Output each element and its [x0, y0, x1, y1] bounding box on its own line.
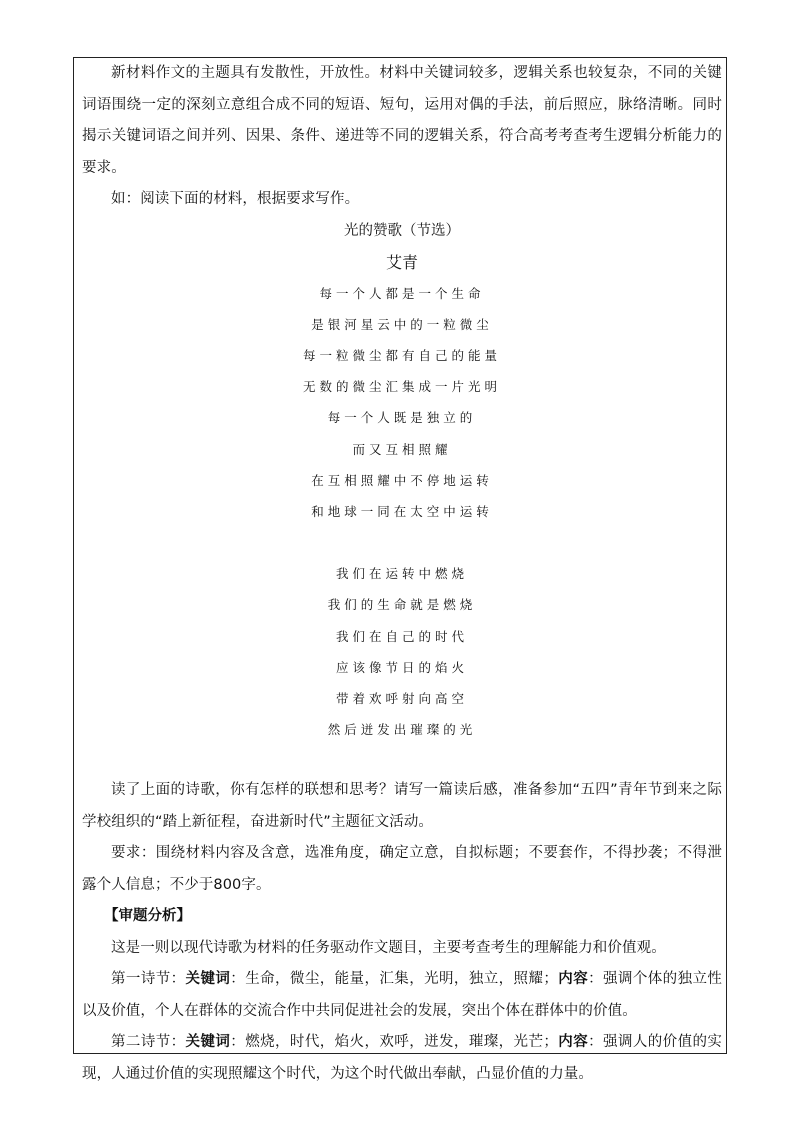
- poem-line: 然后迸发出璀璨的光: [327, 722, 477, 738]
- poem-line: 带着欢呼射向高空: [335, 690, 468, 706]
- poem-line: 我们在自己的时代: [335, 628, 468, 644]
- content-label: 内容: [557, 1034, 589, 1051]
- document-body: [82, 58, 722, 1090]
- content-text: ：强调人的价值的实现，人通过价值的实现照耀这个时代，为这个时代做出奉献，凸显价值的力量。: [82, 1034, 722, 1082]
- content-label: 内容: [557, 971, 589, 988]
- poem-line: 而又互相照耀: [352, 441, 452, 457]
- poem-title: 光的赞歌（节选）: [344, 222, 460, 239]
- poem-line: 每一粒微尘都有自己的能量: [302, 347, 501, 363]
- poem-author: 艾青: [385, 252, 418, 272]
- poem-stanza-2: [82, 558, 722, 745]
- analysis-heading: 【审题分析】: [104, 908, 191, 925]
- keyword-label: 关键词: [185, 1034, 231, 1051]
- analysis-summary: 这是一则以现代诗歌为材料的任务驱动作文题目，主要考查考生的理解能力和价值观。: [111, 939, 666, 956]
- stanza-2-analysis: [82, 1027, 722, 1090]
- poem-line: 在互相照耀中不停地运转: [311, 472, 493, 488]
- task-paragraph: 读了上面的诗歌，你有怎样的联想和思考？请写一篇读后感，准备参加“五四”青年节到来之际学校组织的“踏上新征程，奋进新时代”主题征文活动。: [82, 782, 722, 830]
- stanza-label: 第一诗节：: [111, 971, 186, 988]
- requirements-paragraph: 要求：围绕材料内容及含意，选准角度，确定立意，自拟标题；不要套作，不得抄袭；不得泄露个人信息；不少于800字。: [82, 845, 722, 893]
- poem-line: 我们的生命就是燃烧: [327, 597, 477, 613]
- poem-stanza-1: [82, 278, 722, 528]
- poem-line: 是银河星云中的一粒微尘: [311, 316, 493, 332]
- content-text: ：强调个体的独立性以及价值，个人在群体的交流合作中共同促进社会的发展，突出个体在群体中的价值。: [82, 971, 722, 1019]
- keyword-text: ：燃烧，时代，焰火，欢呼，迸发，璀璨，光芒；: [230, 1034, 558, 1051]
- stanza-label: 第二诗节：: [111, 1034, 186, 1051]
- stanza-gap: [82, 527, 722, 558]
- intro-paragraph: 新材料作文的主题具有发散性，开放性。材料中关键词较多，逻辑关系也较复杂，不同的关键词语围绕一定的深刻立意组合成不同的短语、短句，运用对偶的手法，前后照应，脉络清晰。同时揭示关键词语之间并列、因果、条件、递进等不同的逻辑关系，符合高考考查考生逻辑分析能力的要求。: [82, 65, 722, 176]
- keyword-label: 关键词: [185, 971, 231, 988]
- keyword-text: ：生命，微尘，能量，汇集，光明，独立，照耀；: [230, 971, 558, 988]
- poem-line: 每一个人既是独立的: [327, 410, 477, 426]
- poem-line: 每一个人都是一个生命: [319, 285, 485, 301]
- instruction-line: 如：阅读下面的材料，根据要求写作。: [111, 191, 360, 207]
- poem-line: 应该像节日的焰火: [335, 659, 468, 675]
- section-gap: [82, 745, 722, 775]
- stanza-1-analysis: [82, 964, 722, 1027]
- poem-line: 无数的微尘汇集成一片光明: [302, 379, 501, 395]
- poem-line: 我们在运转中燃烧: [335, 566, 468, 582]
- poem-line: 和地球一同在太空中运转: [311, 503, 493, 519]
